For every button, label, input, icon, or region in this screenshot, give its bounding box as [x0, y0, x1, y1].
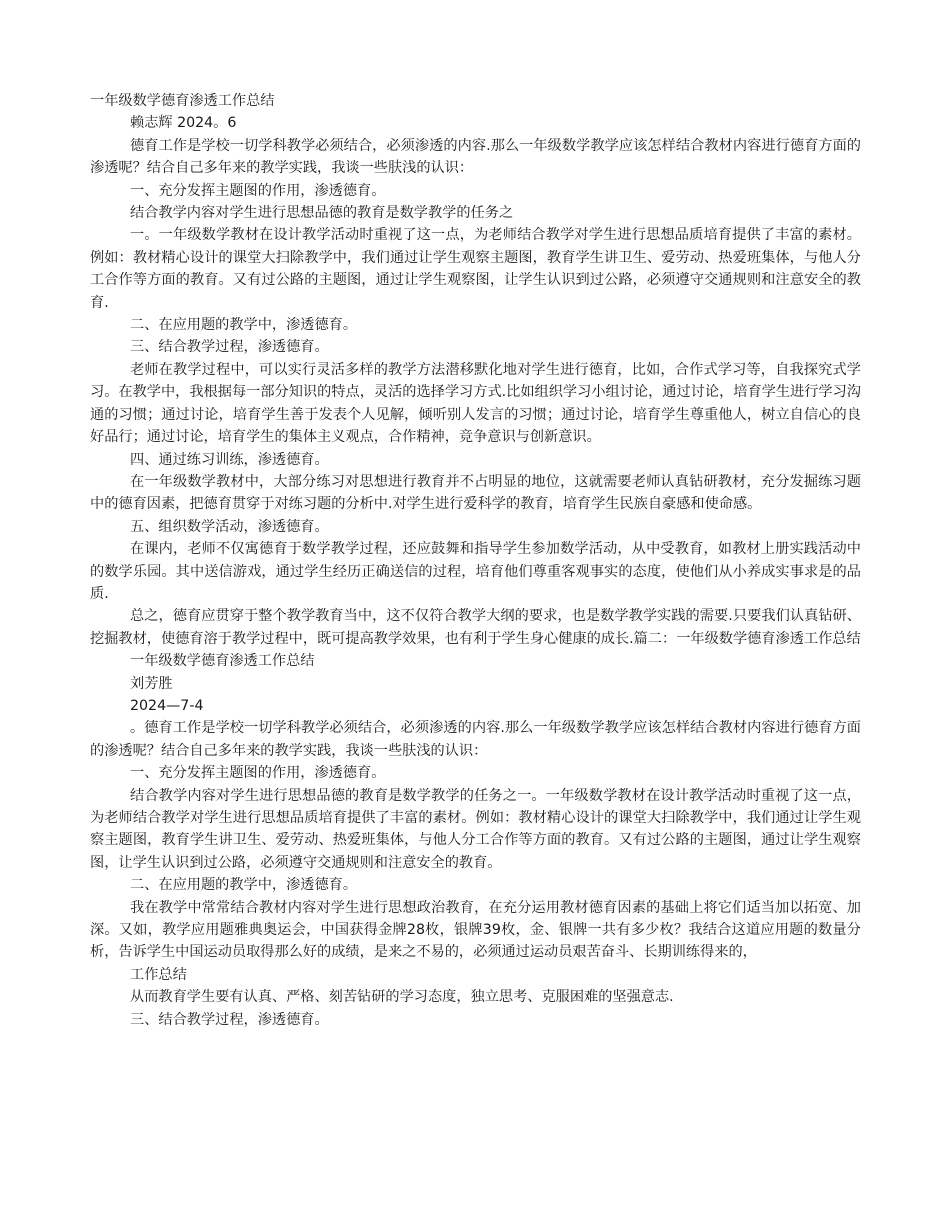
paragraph: 二、在应用题的教学中，渗透德育。 — [130, 877, 358, 894]
paragraph: 结合教学内容对学生进行思想品德的教育是数学教学的任务之 — [130, 205, 514, 222]
paragraph: 赖志辉 2024。6 — [130, 115, 237, 132]
paragraph: 从而教育学生要有认真、严格、刻苦钻研的学习态度，独立思考、克服困难的坚强意志. — [130, 989, 674, 1006]
paragraph: 在课内，老师不仅寓德育于数学教学过程，还应鼓舞和指导学生参加数学活动，从中受教育，如教材上册实践活动中的数学乐园。其中送信游戏，通过学生经历正确送信的过程，培育他们尊重客观事实的态度，使他们从小养成实事求是的品质. — [90, 541, 861, 602]
paragraph: 一、充分发挥主题图的作用，渗透德育。 — [130, 765, 386, 782]
paragraph: 德育工作是学校一切学科教学必须结合，必须渗透的内容.那么一年级数学教学应该怎样结合教材内容进行德育方面的渗透呢？结合自己多年来的教学实践，我谈一些肤浅的认识： — [90, 137, 861, 177]
paragraph: 。德育工作是学校一切学科教学必须结合，必须渗透的内容.那么一年级数学教学应该怎样结合教材内容进行德育方面的渗透呢？结合自己多年来的教学实践，我谈一些肤浅的认识： — [90, 720, 861, 759]
paragraph: 老师在教学过程中，可以实行灵活多样的教学方法潜移默化地对学生进行德育，比如，合作式学习等，自我探究式学习。在教学中，我根据每一部分知识的特点，灵活的选择学习方式.比如组织学习小组讨论，通过讨论，培育学生进行学习沟通的习惯；通过讨论，培育学生善于发表个人见解，倾听别人发言的习惯；通过讨论，培育学生尊重他人，树立自信心的良好品行；通过讨论，培育学生的集体主义观点，合作精神，竞争意识与创新意识。 — [90, 361, 861, 446]
paragraph: 结合教学内容对学生进行思想品德的教育是数学教学的任务之一。一年级数学教材在设计教学活动时重视了这一点，为老师结合教学对学生进行思想品质培育提供了丰富的素材。例如：教材精心设计的课堂大扫除教学中，我们通过让学生观察主题图，教育学生讲卫生、爱劳动、热爱班集体，与他人分工合作等方面的教育。又有过公路的主题图，通过让学生观察图，让学生认识到过公路，必须遵守交通规则和注意安全的教育。 — [90, 787, 861, 871]
paragraph: 刘芳胜 — [130, 675, 173, 692]
paragraph: 总之，德育应贯穿于整个教学教育当中，这不仅符合教学大纲的要求，也是数学教学实践的需要.只要我们认真钻研、挖掘教材，使德育溶于教学过程中，既可提高教学效果，也有利于学生身心健康的成长.篇二：一年级数学德育渗透工作总结 — [90, 608, 861, 647]
paragraph: 我在教学中常常结合教材内容对学生进行思想政治教育，在充分运用教材德育因素的基础上将它们适当加以拓宽、加深。又如，教学应用题雅典奥运会，中国获得金牌28枚，银牌39枚，金、银牌一共有多少枚？我结合这道应用题的数量分析，告诉学生中国运动员取得那么好的成绩，是来之不易的，必须通过运动员艰苦奋斗、长期训练得来的， — [90, 899, 861, 961]
paragraph: 工作总结 — [130, 966, 187, 983]
paragraph: 三、结合教学过程，渗透德育。 — [130, 1011, 329, 1028]
document-body — [90, 90, 861, 1031]
paragraph: 三、结合教学过程，渗透德育。 — [130, 339, 329, 356]
paragraph: 一、充分发挥主题图的作用，渗透德育。 — [130, 182, 386, 199]
paragraph: 一。一年级数学教材在设计教学活动时重视了这一点，为老师结合教学对学生进行思想品质培育提供了丰富的素材。例如：教材精心设计的课堂大扫除教学中，我们通过让学生观察主题图，教育学生讲卫生、爱劳动、热爱班集体，与他人分工合作等方面的教育。又有过公路的主题图，通过让学生观察图，让学生认识到过公路，必须遵守交通规则和注意安全的教育. — [90, 227, 861, 311]
paragraph: 2024—7-4 — [130, 697, 204, 714]
document-title: 一年级数学德育渗透工作总结 — [90, 93, 275, 109]
paragraph: 一年级数学德育渗透工作总结 — [130, 653, 315, 670]
paragraph: 在一年级数学教材中，大部分练习对思想进行教育并不占明显的地位，这就需要老师认真钻研教材，充分发掘练习题中的德育因素，把德育贯穿于对练习题的分析中.对学生进行爱科学的教育，培育学生民族自豪感和使命感。 — [90, 473, 861, 513]
paragraph: 五、组织数学活动，渗透德育。 — [130, 518, 329, 535]
paragraph: 四、通过练习训练，渗透德育。 — [130, 451, 329, 468]
paragraph: 二、在应用题的教学中，渗透德育。 — [130, 317, 358, 334]
